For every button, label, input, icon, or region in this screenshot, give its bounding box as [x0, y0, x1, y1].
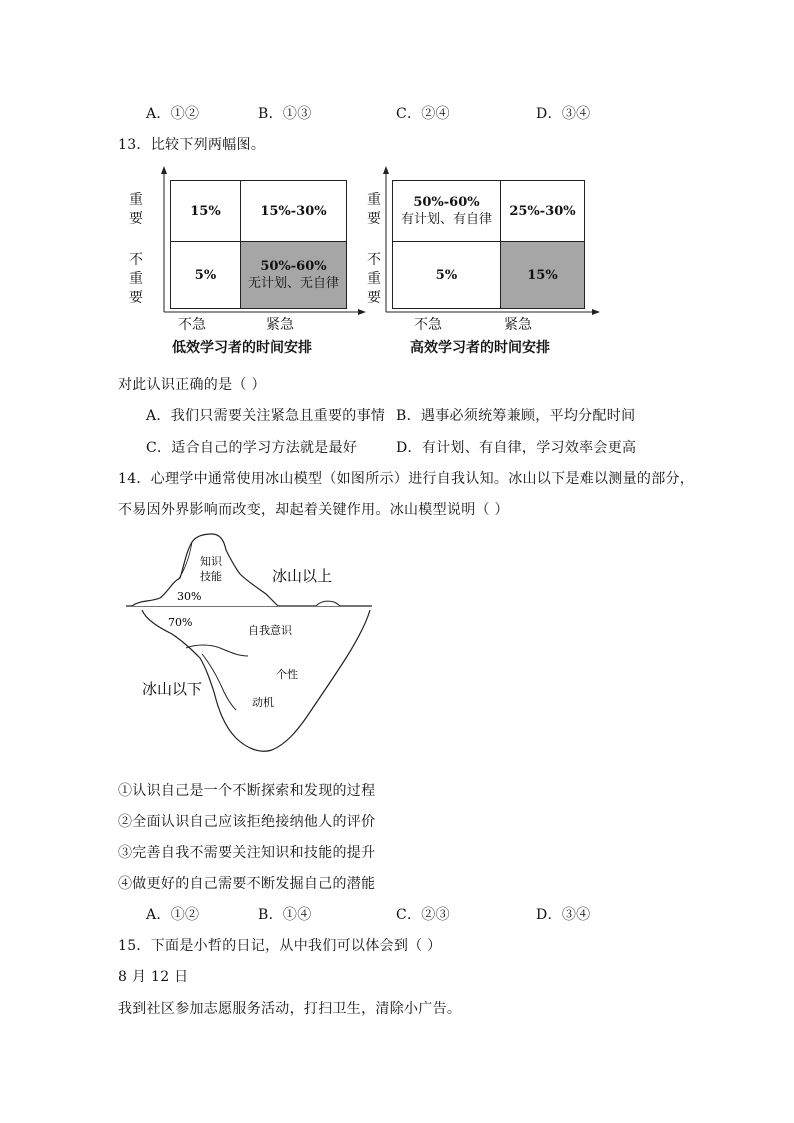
chart-high-cell-note: 有计划、有自律	[400, 212, 492, 227]
chart-low-caption: 低效学习者的时间安排	[172, 340, 312, 356]
chart-high-y-top: 重要	[367, 192, 381, 227]
chart-low-cell-value: 15%	[190, 203, 221, 219]
q14-stem-line2: 不易因外界影响而改变，却起着关键作用。冰山模型说明（ ）	[118, 502, 509, 518]
iceberg-motivation: 动机	[252, 696, 274, 709]
chart-high-y-bottom: 不重要	[367, 252, 381, 306]
chart-high-cell-value: 50%-60%	[413, 195, 480, 210]
chart-low-cell-note: 无计划、无自律	[247, 276, 339, 291]
chart-low-y-bottom: 不重要	[129, 252, 143, 306]
chart-high-cell-value: 15%	[527, 267, 558, 283]
q13-option-a[interactable]: A．我们只需要关注紧急且重要的事情	[146, 408, 386, 424]
chart-low-x-left: 不急	[178, 317, 206, 333]
iceberg-tip-label-2: 技能	[200, 570, 222, 583]
q14-statement-4: ④做更好的自己需要不断发掘自己的潜能	[118, 876, 376, 892]
iceberg-below-label: 冰山以下	[142, 680, 203, 698]
q13-option-b[interactable]: B．遇事必须统筹兼顾，平均分配时间	[396, 408, 636, 424]
chart-high-x-right: 紧急	[504, 317, 532, 333]
iceberg-personality: 个性	[276, 668, 298, 681]
q12-option-d[interactable]: D．③④	[536, 106, 591, 122]
q14-option-c[interactable]: C．②③	[396, 907, 450, 923]
q13-option-c[interactable]: C．适合自己的学习方法就是最好	[146, 440, 358, 456]
iceberg-tip-label-1: 知识	[200, 555, 222, 568]
chart-low-cell-unimportant-not-urgent	[170, 241, 241, 309]
q13-stem: 13．比较下列两幅图。	[118, 137, 266, 153]
chart-low-cell-unimportant-urgent	[240, 241, 347, 309]
chart-high-x-left: 不急	[414, 317, 442, 333]
chart-high-cell-important-not-urgent	[392, 180, 501, 242]
q12-option-a[interactable]: A．①②	[146, 106, 200, 122]
q12-option-b[interactable]: B．①③	[258, 106, 312, 122]
q13-option-d[interactable]: D．有计划、有自律，学习效率会更高	[396, 440, 637, 456]
q14-statement-3: ③完善自我不需要关注知识和技能的提升	[118, 845, 376, 861]
chart-low-x-right: 紧急	[266, 317, 294, 333]
chart-low-cell-value: 50%-60%	[260, 259, 327, 274]
q14-option-d[interactable]: D．③④	[536, 907, 591, 923]
chart-high-efficiency	[362, 166, 612, 356]
chart-low-cell-important-urgent	[240, 180, 347, 242]
chart-high-cell-value: 5%	[435, 267, 458, 283]
iceberg-self-awareness: 自我意识	[248, 624, 292, 637]
iceberg-above-label: 冰山以上	[272, 567, 333, 585]
iceberg-pct-below: 70%	[168, 616, 193, 629]
q15-stem: 15．下面是小哲的日记，从中我们可以体会到（ ）	[118, 938, 442, 954]
q12-option-c[interactable]: C．②④	[396, 106, 450, 122]
chart-high-cell-unimportant-not-urgent	[392, 241, 501, 309]
q14-statement-1: ①认识自己是一个不断探索和发现的过程	[118, 783, 376, 799]
q14-stem-line1: 14．心理学中通常使用冰山模型（如图所示）进行自我认知。冰山以下是难以测量的部分，	[118, 471, 695, 487]
chart-low-efficiency	[120, 166, 370, 356]
chart-low-cell-important-not-urgent	[170, 180, 241, 242]
chart-low-cell-value: 5%	[194, 267, 217, 283]
q15-diary-text: 我到社区参加志愿服务活动，打扫卫生，清除小广告。	[118, 1001, 462, 1017]
chart-high-cell-important-urgent	[500, 180, 585, 242]
chart-low-y-top: 重要	[129, 192, 143, 227]
q14-option-a[interactable]: A．①②	[146, 907, 200, 923]
iceberg-figure	[120, 530, 380, 765]
chart-high-cell-unimportant-urgent	[500, 241, 585, 309]
q14-option-b[interactable]: B．①④	[258, 907, 312, 923]
q13-prompt: 对此认识正确的是（ ）	[118, 377, 266, 393]
q14-statement-2: ②全面认识自己应该拒绝接纳他人的评价	[118, 814, 376, 830]
chart-low-cell-value: 15%-30%	[260, 203, 327, 219]
chart-high-caption: 高效学习者的时间安排	[410, 340, 550, 356]
q15-diary-date: 8 月 12 日	[118, 969, 189, 985]
iceberg-pct-above: 30%	[177, 590, 202, 603]
chart-high-cell-value: 25%-30%	[509, 203, 576, 219]
